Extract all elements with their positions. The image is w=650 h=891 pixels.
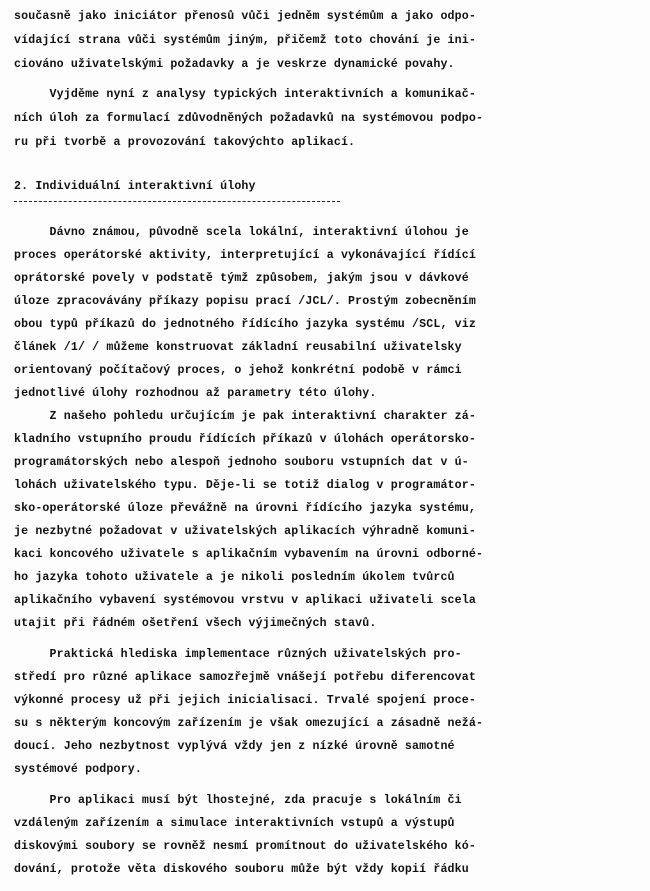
paragraph-4-line-5: sko-operátorské úloze převážně na úrovni řídícího jazyka systému, <box>14 502 476 515</box>
paragraph-3-line-1: Dávno známou, původně scela lokální, interaktivní úlohou je <box>14 226 469 239</box>
paragraph-4-line-3: programátorských nebo alespoň jednoho souboru vstupních dat v ú- <box>14 456 469 469</box>
paragraph-5-line-3: výkonné procesy už při jejich inicialisaci. Trvalé spojení proce- <box>14 694 476 707</box>
paragraph-3-line-4: úloze zpracovávány příkazy popisu prací /JCL/. Prostým zobecněním <box>14 295 476 308</box>
paragraph-6-line-2: vzdáleným zařízením a simulace interaktivních vstupů a výstupů <box>14 817 455 830</box>
heading-underline <box>14 201 340 202</box>
paragraph-2-line-1: Vyjděme nyní z analysy typických interaktivních a komunikač- <box>14 88 476 101</box>
paragraph-1-line-2: vídající strana vůči systémům jiným, přičemž toto chování je ini- <box>14 34 476 47</box>
paragraph-6-line-3: diskovými soubory se rovněž nesmí promítnout do uživatelského kó- <box>14 840 476 853</box>
paragraph-3-line-7: orientovaný počítačový proces, o jehož konkrétní podobě v rámci <box>14 364 462 377</box>
section-heading: 2. Individuální interaktivní úlohy <box>14 180 256 193</box>
paragraph-4-line-6: je nezbytné požadovat v uživatelských aplikacích výhradně komuni- <box>14 525 476 538</box>
paragraph-1-line-3: ciováno uživatelskými požadavky a je veskrze dynamické povahy. <box>14 58 455 71</box>
paragraph-2-line-3: ru při tvorbě a provozování takovýchto aplikací. <box>14 136 356 149</box>
paragraph-5-line-4: su s některým koncovým zařízením je však omezující a zásadně nežá- <box>14 717 484 730</box>
paragraph-5-line-1: Praktická hlediska implementace různých uživatelských pro- <box>14 648 462 661</box>
paragraph-1-line-1: současně jako iniciátor přenosů vůči jedněm systémům a jako odpo- <box>14 10 476 23</box>
paragraph-6-line-4: dování, protože věta diskového souboru může být vždy kopií řádku <box>14 863 469 876</box>
paragraph-3-line-3: oprátorské povely v podstatě týmž způsobem, jakým jsou v dávkové <box>14 272 469 285</box>
paragraph-3-line-8: jednotlivé úlohy rozhodnou až parametry této úlohy. <box>14 387 377 400</box>
paragraph-5-line-6: systémové podpory. <box>14 763 142 776</box>
paragraph-3-line-6: článek /1/ / můžeme konstruovat základní reusabilní uživatelsky <box>14 341 462 354</box>
paragraph-5-line-5: doucí. Jeho nezbytnost vyplývá vždy jen z nízké úrovně samotné <box>14 740 455 753</box>
paragraph-3-line-5: obou typů příkazů do jednotného řídícího jazyka systému /SCL, viz <box>14 318 476 331</box>
paragraph-2-line-2: ních úloh za formulací zdůvodněných požadavků na systémovou podpo- <box>14 112 484 125</box>
paragraph-4-line-8: ho jazyka tohoto uživatele a je nikoli posledním úkolem tvůrců <box>14 571 455 584</box>
paragraph-5-line-2: středí pro různé aplikace samozřejmě vnášejí potřebu diferencovat <box>14 671 476 684</box>
paragraph-4-line-10: utajit při řádném ošetření všech výjimečných stavů. <box>14 617 377 630</box>
paragraph-4-line-1: Z našeho pohledu určujícím je pak interaktivní charakter zá- <box>14 410 476 423</box>
paragraph-4-line-9: aplikačního vybavení systémovou vrstvu v aplikaci uživateli scela <box>14 594 476 607</box>
paragraph-4-line-7: kaci koncového uživatele s aplikačním vybavením na úrovni odborné- <box>14 548 484 561</box>
paragraph-4-line-4: lohách uživatelského typu. Děje-li se totiž dialog v programátor- <box>14 479 476 492</box>
paragraph-6-line-1: Pro aplikaci musí být lhostejné, zda pracuje s lokálním či <box>14 794 462 807</box>
paragraph-4-line-2: kladního vstupního proudu řídících příkazů v úlohách operátorsko- <box>14 433 476 446</box>
paragraph-3-line-2: proces operátorské aktivity, interpretující a vykonávající řídící <box>14 249 476 262</box>
